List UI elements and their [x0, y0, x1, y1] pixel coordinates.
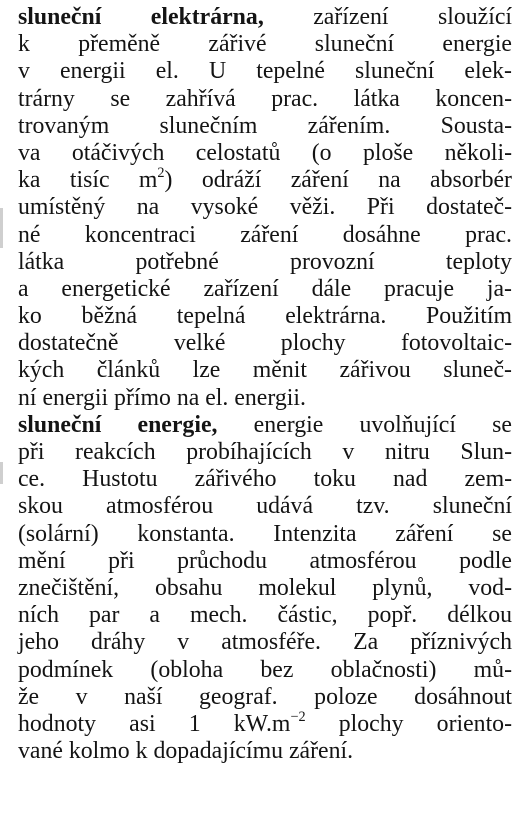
text-line: umístěný na vysoké věži. Při dostateč- — [18, 194, 512, 221]
entry-text: hodnoty asi 1 kW.m — [18, 710, 291, 737]
text-line: znečištění, obsahu molekul plynů, vod- — [18, 574, 512, 601]
text-line: va otáčivých celostatů (o ploše několi- — [18, 139, 512, 166]
dictionary-page — [18, 4, 512, 765]
entry-text: zařízení sloužící — [263, 4, 513, 30]
text-line: při reakcích probíhajících v nitru Slun- — [18, 439, 512, 465]
text-line: trovaným slunečním zářením. Sousta- — [18, 112, 512, 139]
entry-term: sluneční elektrárna, — [18, 4, 264, 30]
text-line: kých článků lze měnit zářivou sluneč- — [18, 357, 512, 384]
text-line: ce. Hustotu zářivého toku nad zem- — [18, 466, 512, 493]
entry-text: plochy orientо- — [305, 710, 512, 737]
text-line: ní energii přímo na el. energii. — [18, 384, 306, 411]
entry-text: energie uvolňující se — [217, 411, 512, 438]
text-line: k přeměně zářivé sluneční energie — [18, 31, 512, 58]
text-line: jeho dráhy v atmosféře. Za příznivých — [18, 629, 512, 656]
scan-edge-mark — [0, 208, 3, 248]
entry-text: ) odráží záření na absorbér — [164, 167, 512, 194]
scan-edge-mark — [0, 462, 3, 484]
superscript: −2 — [290, 708, 306, 725]
entry-slunecni-elektrarna — [18, 4, 512, 412]
text-line: mění při průchodu atmosférou podle — [18, 547, 512, 574]
text-line: podmínek (obloha bez oblačnosti) mů- — [18, 656, 512, 683]
text-line: né koncentraci záření dosáhne prac. — [18, 221, 512, 248]
text-line — [18, 167, 512, 194]
text-line: ních par a mech. částic, popř. délkou — [18, 602, 512, 629]
text-line: vané kolmo k dopadajícímu záření. — [18, 738, 354, 765]
text-line — [18, 412, 512, 439]
text-line: trárny se zahřívá prac. látka koncen- — [18, 85, 512, 112]
superscript: 2 — [157, 165, 165, 182]
text-line: v energii el. U tepelné sluneční elek- — [18, 58, 512, 85]
entry-slunecni-energie — [18, 412, 512, 765]
text-line — [18, 708, 512, 738]
text-line: (solární) konstanta. Intenzita záření se — [18, 520, 512, 547]
text-line — [18, 4, 512, 31]
entry-text: ka tisíc m — [18, 167, 158, 194]
text-line: látka potřebné provozní teploty — [18, 248, 512, 275]
text-line: dostatečně velké plochy fotovoltaic- — [18, 330, 512, 357]
text-line: a energetické zařízení dále pracuje ja- — [18, 275, 512, 302]
entry-term: sluneční energie, — [18, 411, 218, 438]
text-line: skou atmosférou udává tzv. sluneční — [18, 493, 512, 520]
text-line: ko běžná tepelná elektrárna. Použitím — [18, 303, 512, 330]
text-line: že v naší geograf. poloze dosáhnout — [18, 683, 512, 710]
